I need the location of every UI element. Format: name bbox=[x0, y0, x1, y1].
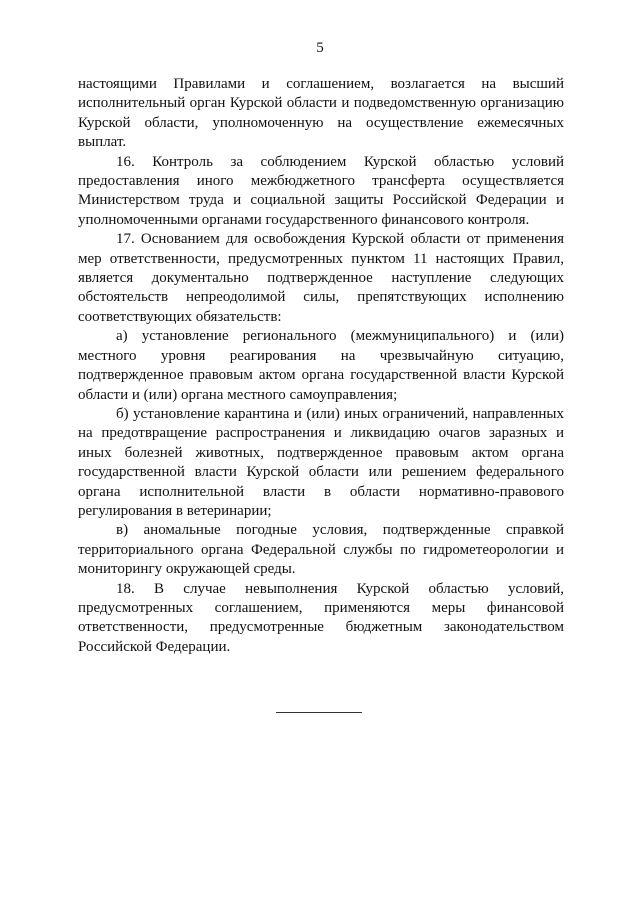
paragraph-17-a: а) установление регионального (межмуниципального) и (или) местного уровня реагирования на чрезвычайную ситуацию, подтвержденное правовым актом органа государственной власти Курской области и (или) органа местного самоуправления; bbox=[78, 328, 564, 403]
paragraph-16: 16. Контроль за соблюдением Курской областью условий предоставления иного межбюджетного трансферта осуществляется Министерством труда и социальной защиты Российской Федерации и уполномоченными органами государственного финансового контроля. bbox=[78, 153, 564, 228]
paragraph-17-b: б) установление карантина и (или) иных ограничений, направленных на предотвращение распространения и ликвидацию очагов заразных и иных болезней животных, подтвержденное правовым актом органа государственной власти Курской области или решением федерального органа исполнительной власти в области нормативно-правового регулирования в ветеринарии; bbox=[78, 405, 564, 519]
document-body bbox=[78, 75, 564, 657]
page-number: 5 bbox=[316, 40, 324, 56]
paragraph-continuation: настоящими Правилами и соглашением, возлагается на высший исполнительный орган Курской области и подведомственную организацию Курской области, уполномоченную на осуществление ежемесячных выплат. bbox=[78, 76, 564, 151]
paragraph-17-v: в) аномальные погодные условия, подтвержденные справкой территориального органа Федеральной службы по гидрометеорологии и мониторингу окружающей среды. bbox=[78, 522, 564, 578]
paragraph-17: 17. Основанием для освобождения Курской области от применения мер ответственности, предусмотренных пунктом 11 настоящих Правил, является документально подтвержденное наступление следующих обстоятельств непреодолимой силы, препятствующих исполнению соответствующих обязательств: bbox=[78, 231, 564, 325]
end-of-document-rule bbox=[276, 712, 362, 713]
paragraph-18: 18. В случае невыполнения Курской областью условий, предусмотренных соглашением, применяются меры финансовой ответственности, предусмотренные бюджетным законодательством Российской Федерации. bbox=[78, 580, 564, 655]
